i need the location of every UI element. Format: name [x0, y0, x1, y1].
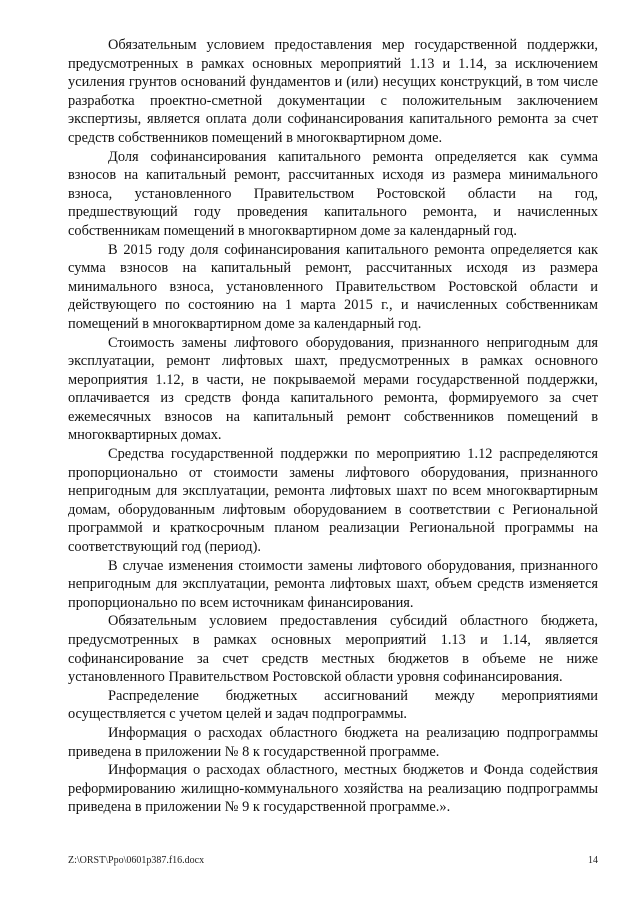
paragraph: Средства государственной поддержки по мероприятию 1.12 распределяются пропорционально от стоимости замены лифтового оборудования, признанного непригодным для эксплуатации, ремонта лифтовых шахт по всем многоквартирным домам, оборудованным лифтовым оборудованием в соответствии с Региональной программой и краткосрочным планом реализации Региональной программы на соответствующий год (период).: [68, 446, 598, 556]
footer-file-path: Z:\ORST\Ppo\0601p387.f16.docx: [68, 855, 205, 866]
paragraph: Обязательным условием предоставления мер государственной поддержки, предусмотренных в рамках основных мероприятий 1.13 и 1.14, за исключением усиления грунтов оснований фундаментов и (или) несущих конструкций, в том числе разработка проектно-сметной документации с положительным заключением экспертизы, является оплата доли софинансирования капитального ремонта за счет средств собственников помещений в многоквартирном доме.: [68, 37, 598, 146]
footer-page-number: 14: [588, 855, 598, 866]
paragraph: Стоимость замены лифтового оборудования, признанного непригодным для эксплуатации, ремонт лифтовых шахт, предусмотренных в рамках основного мероприятия 1.12, в части, не покрываемой мерами государственной поддержки, оплачивается из средств фонда капитального ремонта, формируемого за счет ежемесячных взносов на капитальный ремонт собственников помещений в многоквартирных домах.: [68, 334, 598, 444]
document-body: [68, 36, 598, 817]
paragraph: Информация о расходах областного бюджета на реализацию подпрограммы приведена в приложении № 8 к государственной программе.: [68, 724, 598, 760]
paragraph: Распределение бюджетных ассигнований между мероприятиями осуществляется с учетом целей и задач подпрограммы.: [68, 687, 598, 723]
paragraph: Доля софинансирования капитального ремонта определяется как сумма взносов на капитальный ремонт, рассчитанных исходя из размера минимального взноса, установленного Правительством Ростовской области на год, предшествующий году проведения капитального ремонта, и начисленных собственникам помещений в многоквартирном доме за календарный год.: [68, 148, 598, 239]
paragraph: В случае изменения стоимости замены лифтового оборудования, признанного непригодным для эксплуатации, ремонта лифтовых шахт, объем средств изменяется пропорционально по всем источникам финансирования.: [68, 557, 598, 611]
paragraph: Обязательным условием предоставления субсидий областного бюджета, предусмотренных в рамках основных мероприятий 1.13 и 1.14, является софинансирование за счет средств местных бюджетов в объеме не ниже установленного Правительством Ростовской области уровня софинансирования.: [68, 613, 598, 686]
paragraph: Информация о расходах областного, местных бюджетов и Фонда содействия реформированию жилищно-коммунального хозяйства на реализацию подпрограммы приведена в приложении № 9 к государственной программе.».: [68, 762, 598, 816]
paragraph: В 2015 году доля софинансирования капитального ремонта определяется как сумма взносов на капитальный ремонт, рассчитанных исходя из размера минимального взноса, установленного Правительством Ростовской области и действующего по состоянию на 1 марта 2015 г., и начисленных собственникам помещений в многоквартирном доме за календарный год.: [68, 241, 598, 332]
